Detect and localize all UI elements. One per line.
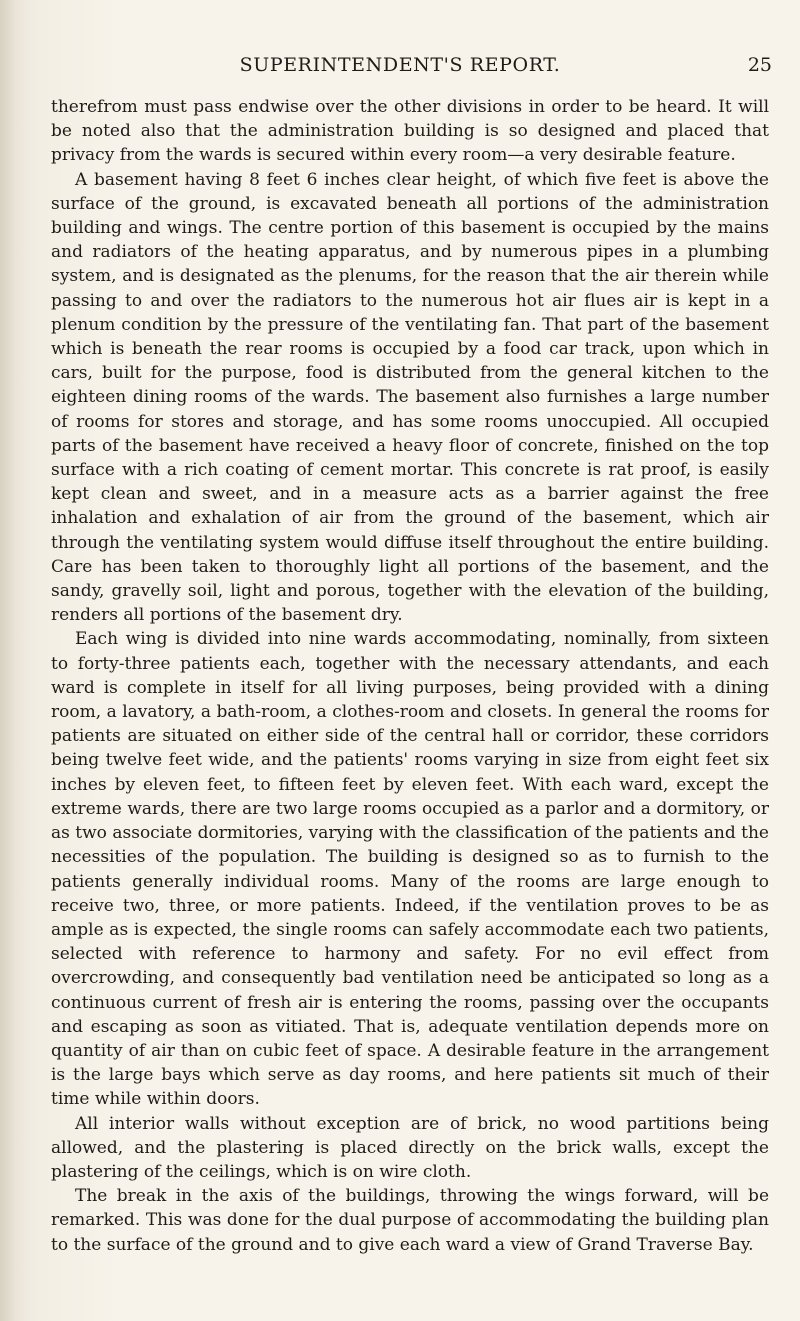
body-text xyxy=(51,95,769,1257)
page-gutter-shadow xyxy=(0,0,26,1321)
page-number: 25 xyxy=(747,54,772,76)
paragraph-continuation: therefrom must pass endwise over the other divisions in order to be heard. It will be noted also that the administration building is so designed and placed that privacy from the wards is secured within every room—a very desirable feature. xyxy=(51,97,769,166)
page-header xyxy=(0,54,800,84)
paragraph-wards: Each wing is divided into nine wards accommodating, nominally, from sixteen to forty-three patients each, together with the necessary attendants, and each ward is complete in itself for all living purposes, being provided with a dining room, a lavatory, a bath-room, a clothes-room and closets. In general the rooms for patients are situated on either side of the central hall or corridor, these corridors being twelve feet wide, and the patients' rooms varying in size from eight feet six inches by eleven feet, to fifteen feet by eleven feet. With each ward, except the extreme wards, there are two large rooms occupied as a parlor and a dormitory, or as two associate dormitories, varying with the classification of the patients and the necessities of the population. The building is designed so as to furnish to the patients generally individual rooms. Many of the rooms are large enough to receive two, three, or more patients. Indeed, if the ventilation proves to be as ample as is expected, the single rooms can safely accommodate each two patients, selected with reference to harmony and safety. For no evil effect from overcrowding, and consequently bad ventilation need be anticipated so long as a continuous current of fresh air is entering the rooms, passing over the occupants and escaping as soon as vitiated. That is, adequate ventilation depends more on quantity of air than on cubic feet of space. A desirable feature in the arrangement is the large bays which serve as day rooms, and here patients sit much of their time while within doors. xyxy=(51,629,769,1110)
paragraph-axis-break: The break in the axis of the buildings, throwing the wings forward, will be remarked. This was done for the dual purpose of accommodating the building plan to the surface of the ground and to give each ward a view of Grand Traverse Bay. xyxy=(51,1186,769,1255)
paragraph-interior-walls: All interior walls without exception are of brick, no wood partitions being allowed, and the plastering is placed directly on the brick walls, except the plastering of the ceilings, which is on wire cloth. xyxy=(51,1113,769,1182)
paragraph-basement: A basement having 8 feet 6 inches clear height, of which five feet is above the surface of the ground, is excavated beneath all portions of the administration building and wings. The centre portion of this basement is occupied by the mains and radiators of the heating apparatus, and by numerous pipes in a plumbing system, and is designated as the plenums, for the reason that the air therein while passing to and over the radiators to the numerous hot air flues air is kept in a plenum condition by the pressure of the ventilating fan. That part of the basement which is beneath the rear rooms is occupied by a food car track, upon which in cars, built for the purpose, food is distributed from the general kitchen to the eighteen dining rooms of the wards. The basement also furnishes a large number of rooms for stores and storage, and has some rooms unoccupied. All occupied parts of the basement have received a heavy floor of concrete, finished on the top surface with a rich coating of cement mortar. This concrete is rat proof, is easily kept clean and sweet, and in a measure acts as a barrier against the free inhalation and exhalation of air from the ground of the basement, which air through the ventilating system would diffuse itself throughout the entire building. Care has been taken to thoroughly light all portions of the basement, and the sandy, gravelly soil, light and porous, together with the elevation of the building, renders all portions of the basement dry. xyxy=(51,169,769,626)
running-head: SUPERINTENDENT'S REPORT. xyxy=(239,54,561,76)
